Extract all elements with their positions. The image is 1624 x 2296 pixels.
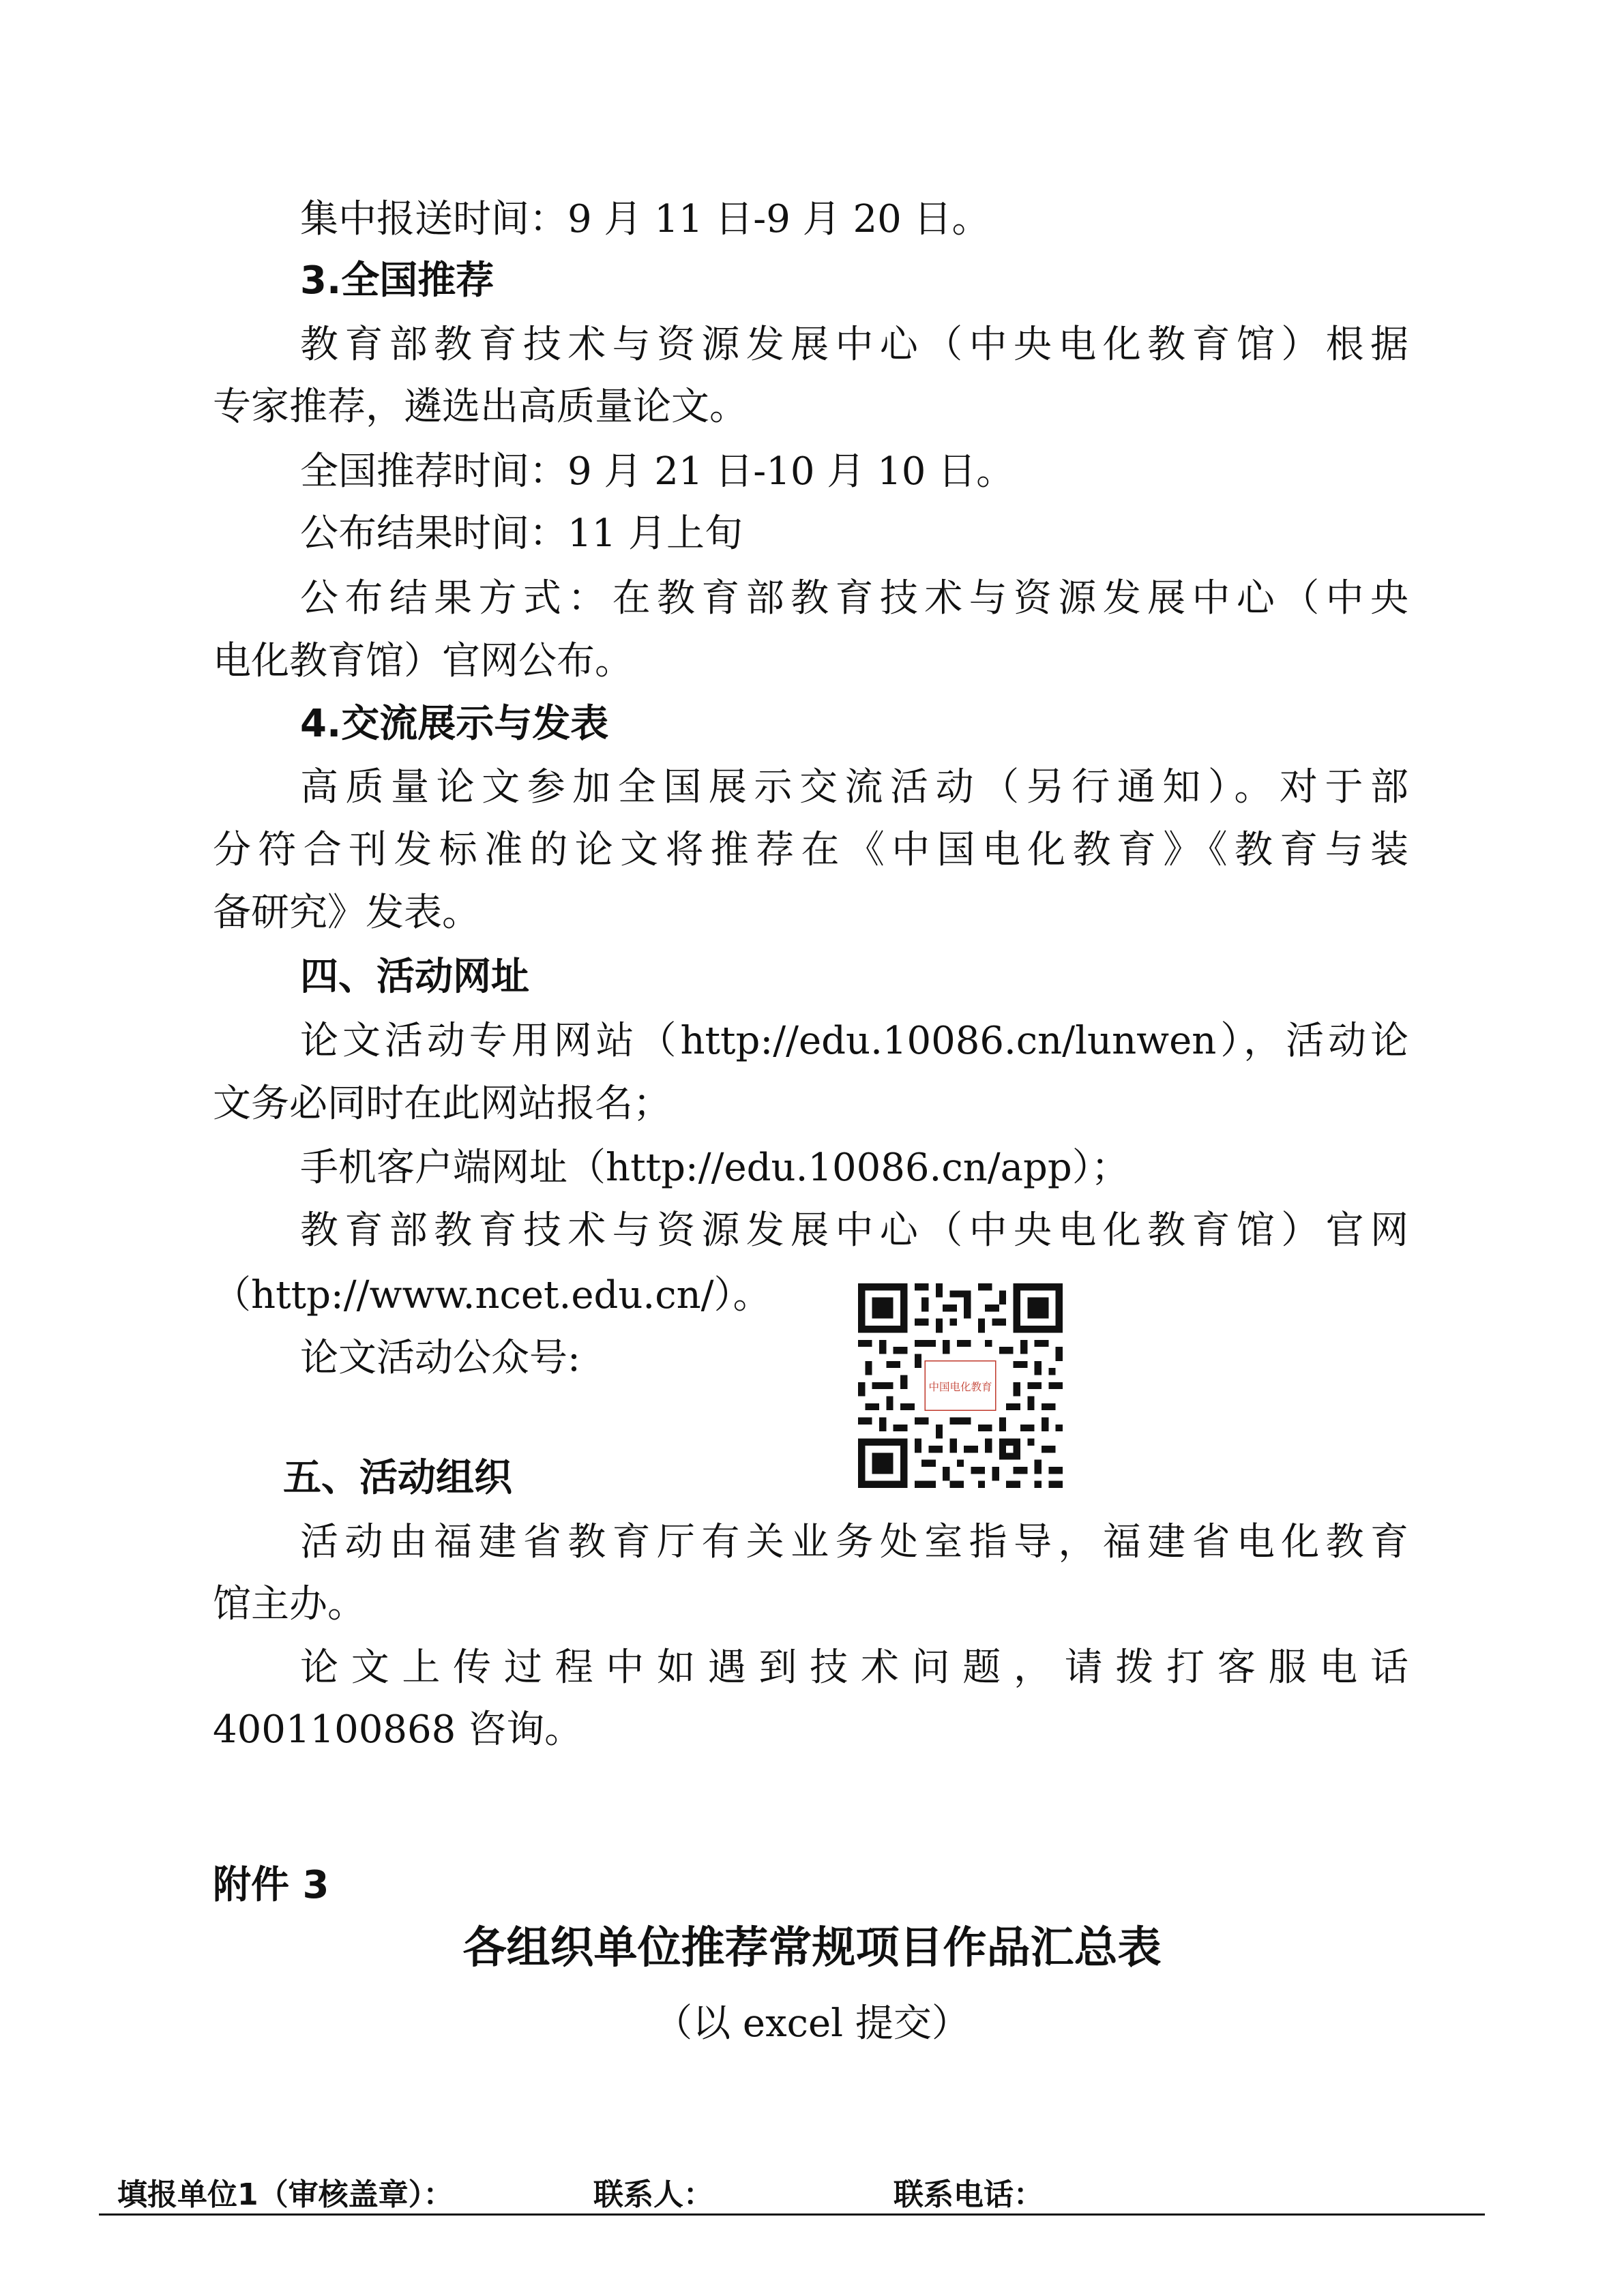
ncet-website-link[interactable]: http://www.ncet.edu.cn/ [251, 1273, 714, 1317]
contact-phone-label: 联系电话： [894, 2177, 1044, 2212]
ncet-line1: 教育部教育技术与资源发展中心（中央电化教育馆）官网 [300, 1208, 1408, 1253]
heading-activity-organization: 五、活动组织 [283, 1456, 512, 1500]
organization-line1: 活动由福建省教育厅有关业务处室指导，福建省电化教育 [300, 1520, 1408, 1564]
ncet-prefix: （ [213, 1273, 251, 1317]
app-website-prefix: 手机客户端网址（ [300, 1146, 606, 1190]
app-website-link[interactable]: http://edu.10086.cn/app [606, 1146, 1072, 1190]
paragraph-recommendation-line1: 教育部教育技术与资源发展中心（中央电化教育馆）根据 [300, 323, 1408, 367]
exchange-line2: 分符合刊发标准的论文将推荐在《中国电化教育》《教育与装 [213, 828, 1408, 872]
paper-website-prefix: 论文活动专用网站（ [300, 1019, 681, 1063]
recommendation-time-text: 全国推荐时间：9 月 21 日-10 月 10 日。 [300, 449, 1015, 494]
summary-table-subtitle: （以 excel 提交） [654, 2001, 970, 2046]
wechat-qr-code[interactable] [858, 1283, 1063, 1488]
submit-time-text: 集中报送时间：9 月 11 日-9 月 20 日。 [300, 197, 990, 241]
ncet-suffix: ）。 [713, 1273, 771, 1317]
result-method-line1: 公布结果方式：在教育部教育技术与资源发展中心（中央 [300, 576, 1408, 621]
heading-national-recommendation: 3.全国推荐 [300, 258, 494, 303]
paragraph-recommendation-line2: 专家推荐，遴选出高质量论文。 [213, 385, 748, 429]
organization-line2: 馆主办。 [213, 1582, 366, 1626]
contact-person-label: 联系人： [593, 2177, 713, 2212]
result-time-text: 公布结果时间：11 月上旬 [300, 511, 743, 556]
form-header-rule [99, 2213, 1485, 2216]
filling-unit-label: 填报单位1（审核盖章）： [117, 2177, 454, 2212]
exchange-line3: 备研究》发表。 [213, 891, 480, 935]
tech-support-line1: 论文上传过程中如遇到技术问题，请拨打客服电话 [300, 1645, 1408, 1690]
summary-table-title: 各组织单位推荐常规项目作品汇总表 [462, 1923, 1162, 1973]
paper-website-line1 [300, 1014, 1408, 1069]
result-method-line2: 电化教育馆）官网公布。 [213, 639, 633, 683]
ncet-line2 [213, 1268, 771, 1323]
attachment-label: 附件 3 [213, 1863, 329, 1907]
paper-website-suffix: ），活动论 [1216, 1019, 1409, 1063]
tech-support-line2: 4001100868 咨询。 [213, 1708, 583, 1752]
app-website-line [300, 1141, 1130, 1195]
heading-exchange-publication: 4.交流展示与发表 [300, 702, 609, 746]
heading-activity-website: 四、活动网址 [300, 955, 529, 999]
paper-website-line2: 文务必同时在此网站报名； [213, 1082, 671, 1126]
app-website-suffix: ）； [1072, 1146, 1130, 1190]
exchange-line1: 高质量论文参加全国展示交流活动（另行通知）。对于部 [300, 765, 1408, 809]
wechat-account-label: 论文活动公众号: [300, 1336, 580, 1380]
qr-logo-caption: 中国电化教育 [928, 1381, 992, 1394]
paper-website-link[interactable]: http://edu.10086.cn/lunwen [680, 1019, 1217, 1063]
